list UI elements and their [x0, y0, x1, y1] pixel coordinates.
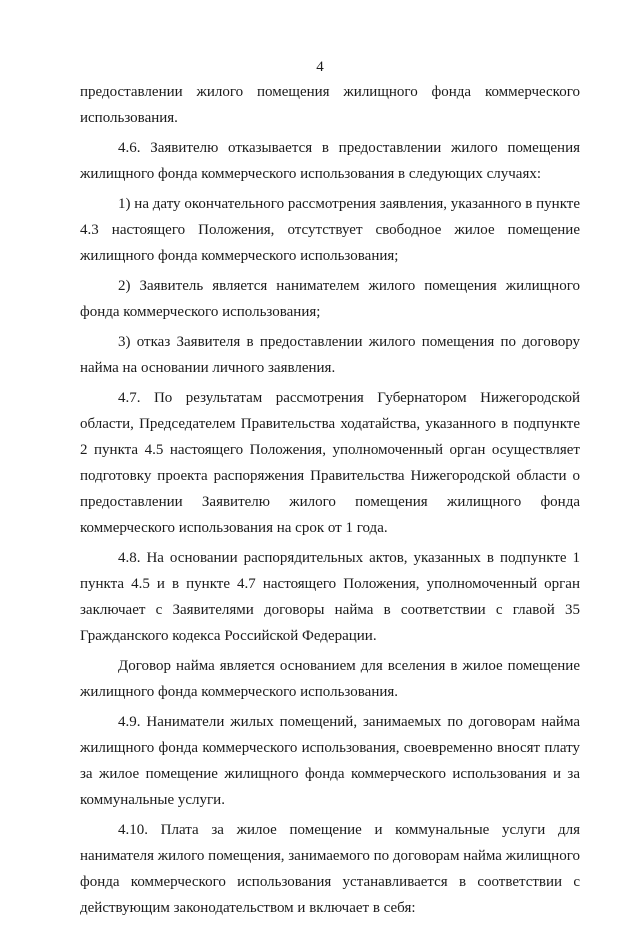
paragraph-4-7: 4.7. По результатам рассмотрения Губернатором Нижегородской области, Председателем Правительства ходатайства, указанного в подпункте 2 пункта 4.5 настоящего Положения, уполномоченный орган осуществляет подготовку проекта распоряжения Правительства Нижегородской области о предоставлении Заявителю жилого помещения жилищного фонда коммерческого использования на срок от 1 года.	[80, 390, 580, 536]
paragraph-4-10: 4.10. Плата за жилое помещение и коммунальные услуги для нанимателя жилого помещения, занимаемого по договорам найма жилищного фонда коммерческого использования устанавливается в соответствии с действующим законодательством и включает в себя:	[80, 822, 580, 916]
paragraph-4-6: 4.6. Заявителю отказывается в предоставлении жилого помещения жилищного фонда коммерческого использования в следующих случаях:	[80, 140, 580, 182]
list-item-1: 1) на дату окончательного рассмотрения заявления, указанного в пункте 4.3 настоящего Положения, отсутствует свободное жилое помещение жилищного фонда коммерческого использования;	[80, 196, 580, 264]
paragraph-continuation: предоставлении жилого помещения жилищного фонда коммерческого использования.	[80, 84, 580, 126]
list-item-3: 3) отказ Заявителя в предоставлении жилого помещения по договору найма на основании личного заявления.	[80, 334, 580, 376]
document-body	[80, 79, 580, 925]
page-number: 4	[316, 59, 324, 75]
paragraph-4-8: 4.8. На основании распорядительных актов, указанных в подпункте 1 пункта 4.5 и в пункте 4.7 настоящего Положения, уполномоченный орган заключает с Заявителями договоры найма в соответствии с главой 35 Гражданского кодекса Российской Федерации.	[80, 550, 580, 644]
paragraph-4-9: 4.9. Наниматели жилых помещений, занимаемых по договорам найма жилищного фонда коммерческого использования, своевременно вносят плату за жилое помещение жилищного фонда коммерческого использования и за коммунальные услуги.	[80, 714, 580, 808]
paragraph-contract: Договор найма является основанием для вселения в жилое помещение жилищного фонда коммерческого использования.	[80, 658, 580, 700]
list-item-2: 2) Заявитель является нанимателем жилого помещения жилищного фонда коммерческого использования;	[80, 278, 580, 320]
